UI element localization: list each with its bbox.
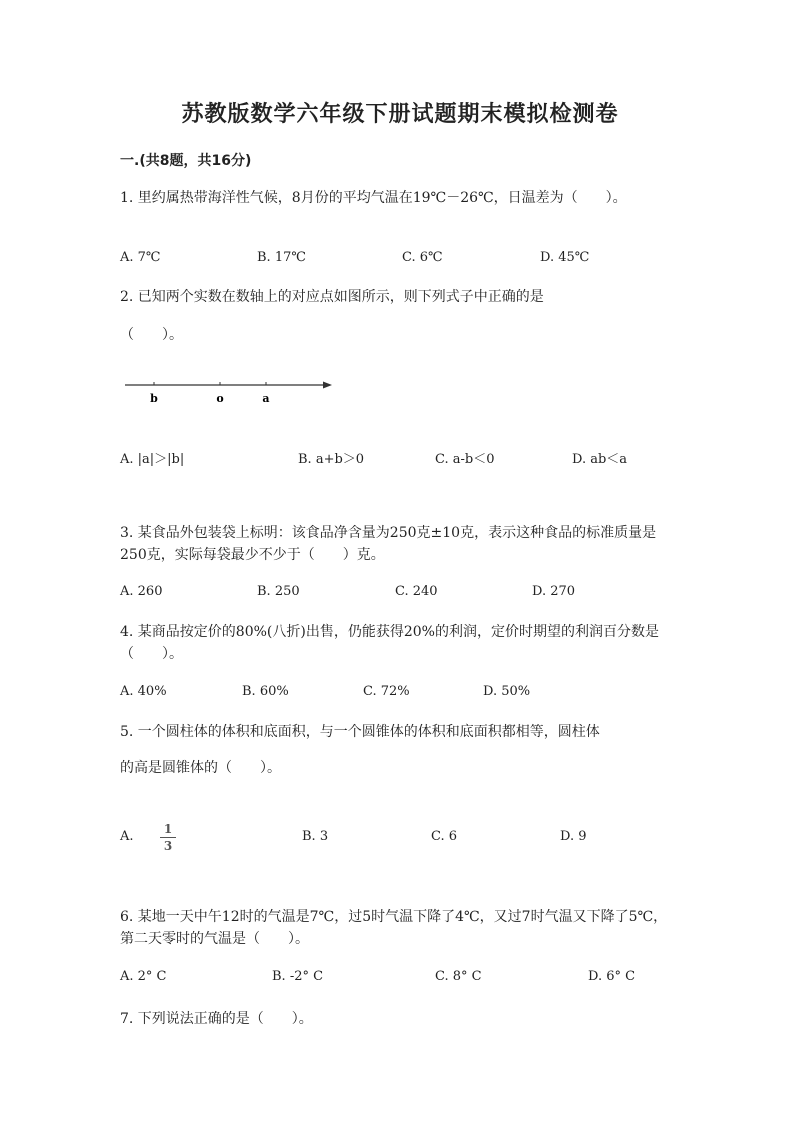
q3-option-d: D. 270 — [532, 584, 576, 599]
question-6-text: 6. 某地一天中午12时的气温是7℃，过5时气温下降了4℃，又过7时气温又下降了5℃，第二天零时的气温是（ ）。 — [120, 909, 668, 947]
q1-option-d: D. 45℃ — [540, 250, 590, 265]
q3-option-c: C. 240 — [395, 584, 438, 599]
q6-option-a: A. 2° C — [120, 969, 167, 984]
exam-title: 苏教版数学六年级下册试题期末模拟检测卷 — [181, 102, 619, 127]
q6-option-d: D. 6° C — [588, 969, 636, 984]
q5-option-a-fraction — [160, 822, 176, 853]
question-5-line-1: 5. 一个圆柱体的体积和底面积，与一个圆锥体的体积和底面积都相等，圆柱体 — [120, 724, 600, 740]
q2-option-d: D. ab＜a — [572, 452, 628, 467]
point-label-o: o — [216, 392, 224, 405]
point-label-b: b — [150, 392, 158, 405]
point-label-a: a — [262, 392, 270, 405]
q1-option-b: B. 17℃ — [257, 250, 306, 265]
fraction-denominator: 3 — [163, 839, 173, 853]
q4-option-a: A. 40% — [120, 684, 167, 699]
question-2-text: 2. 已知两个实数在数轴上的对应点如图所示，则下列式子中正确的是 — [120, 289, 544, 305]
question-2-blank: （ ）。 — [120, 327, 183, 343]
number-line-arrow — [323, 382, 332, 389]
q5-option-b: B. 3 — [302, 829, 329, 844]
question-5-line-2: 的高是圆锥体的（ ）。 — [120, 760, 281, 776]
q1-option-a: A. 7℃ — [120, 250, 161, 265]
q2-option-b: B. a+b＞0 — [298, 452, 365, 467]
q3-option-b: B. 250 — [257, 584, 300, 599]
q5-option-d: D. 9 — [560, 829, 587, 844]
q4-option-d: D. 50% — [483, 684, 531, 699]
fraction-bar — [160, 837, 176, 838]
question-4-text: 4. 某商品按定价的80%(八折)出售，仍能获得20%的利润，定价时期望的利润百分数是（ ）。 — [120, 624, 659, 662]
q1-option-c: C. 6℃ — [402, 250, 443, 265]
question-7-text: 7. 下列说法正确的是（ ）。 — [120, 1011, 313, 1027]
section-heading: 一.(共8题，共16分) — [120, 153, 252, 169]
q4-option-b: B. 60% — [242, 684, 289, 699]
q4-option-c: C. 72% — [363, 684, 410, 699]
q6-option-b: B. -2° C — [272, 969, 324, 984]
q2-option-c: C. a-b＜0 — [435, 452, 495, 467]
q5-option-c: C. 6 — [431, 829, 458, 844]
question-1-text: 1. 里约属热带海洋性气候，8月份的平均气温在19℃－26℃，日温差为（ ）。 — [120, 190, 627, 206]
question-3-text: 3. 某食品外包装袋上标明：该食品净含量为250克±10克，表示这种食品的标准质量是250克，实际每袋最少不少于（ ）克。 — [120, 525, 657, 563]
number-line-figure — [120, 372, 340, 412]
q5-option-a-label: A. — [120, 829, 134, 844]
q2-option-a: A. |a|＞|b| — [120, 452, 185, 467]
q3-option-a: A. 260 — [120, 584, 163, 599]
fraction-numerator: 1 — [163, 822, 173, 836]
q6-option-c: C. 8° C — [435, 969, 482, 984]
